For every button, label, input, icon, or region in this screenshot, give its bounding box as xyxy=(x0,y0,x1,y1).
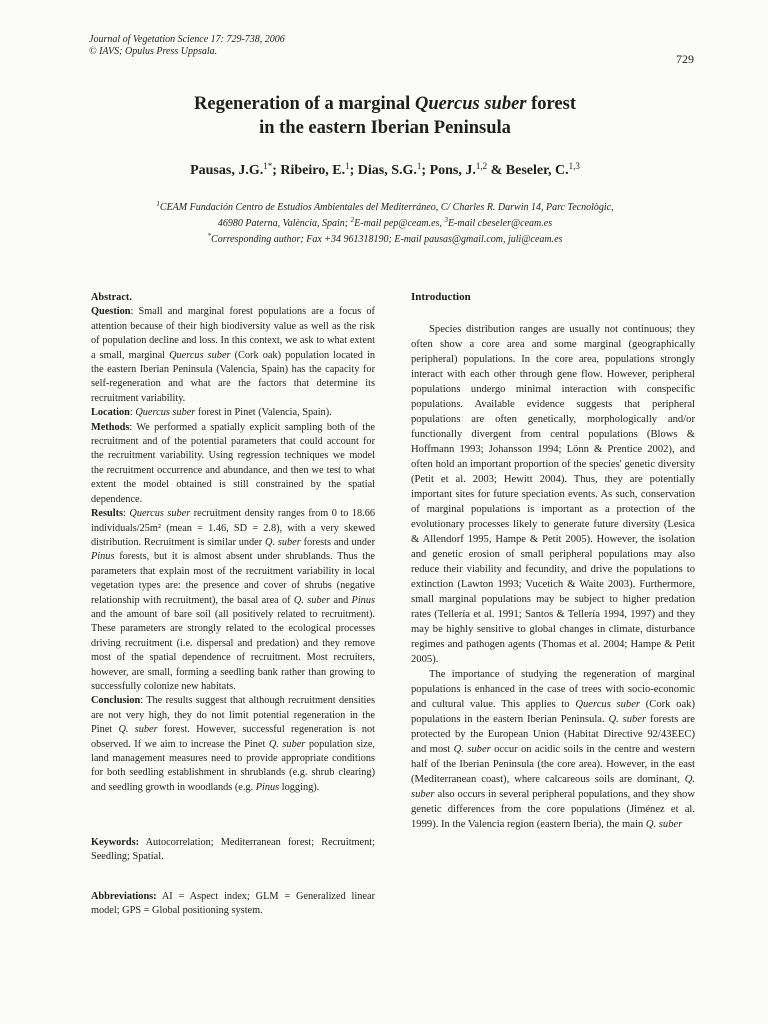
introduction-body xyxy=(411,322,695,832)
introduction-heading: Introduction xyxy=(411,291,471,303)
author-list: Pausas, J.G.$^{1*}$; Ribeiro, E.$^1$; Dias, S.G.$^1$; Pons, J.$^{1,2}$ & Beseler, C.$^{1,3}$ xyxy=(190,161,580,178)
copyright-line: © IAVS; Opulus Press Uppsala. xyxy=(89,46,218,57)
affiliations xyxy=(85,200,685,248)
author-affiliation-mark: 1* xyxy=(263,161,273,171)
author: Ribeiro, E. xyxy=(280,163,346,178)
keywords xyxy=(91,836,375,865)
author-affiliation-mark: 1,2 xyxy=(475,161,488,171)
abstract-results: Results: Quercus suber recruitment density ranges from 0 to 18.66 individuals/25m² (mean = 1.46, SD = 2.8), with a very skewed distribution. Recruitment is similar under Q. suber forests and under Pinus forests, but it is almost absent under shrublands. Thus the parameters that explain most of the recruitment variability in local vegetation types are: the presence and cover of shrubs (negative relationship with recruitment), the basal area of Q. suber and Pinus and the amount of bare soil (all positively related to recruitment). These parameters are strongly related to the ecological processes driving recruitment (i.e. dispersal and predation) and they remove most of the spatial dependence of recruitment. Most recruiters, however, are small, forming a seedling bank rather than growing to successfully colonize new habitats. xyxy=(91,508,376,692)
abstract-methods: Methods: We performed a spatially explicit sampling both of the recruitment and of the potential parameters that could account for the recruitment variability. Using regression techniques we model the recruitment occurrence and abundance, and then we test to what extent the model obtained is still constrained by the spatial dependence. xyxy=(91,421,375,505)
author: Beseler, C. xyxy=(505,163,569,178)
abstract-heading: Abstract. xyxy=(91,292,132,303)
abbreviations xyxy=(91,890,375,919)
affiliation-line-1: $^1$CEAM Fundación Centro de Estudios Ambientales del Mediterráneo, C/ Charles R. Darwin 14, Parc Tecnològic, xyxy=(156,200,614,213)
title-line-1: Regeneration of a marginal Quercus suber forest xyxy=(194,94,576,114)
email-link: E-mail cbeseler@ceam.es xyxy=(447,218,553,229)
abbreviations-text: AI = Aspect index; GLM = Generalized linear model; GPS = Global positioning system. xyxy=(91,891,375,917)
author-affiliation-mark: 1,3 xyxy=(568,161,580,171)
affiliation-line-2: 46980 Paterna, València, Spain; $^2$E-mail pep@ceam.es, $^3$E-mail cbeseler@ceam.es xyxy=(217,216,553,229)
author-affiliation-mark: 1 xyxy=(345,161,350,171)
journal-reference: Journal of Vegetation Science 17: 729-738, 2006 xyxy=(89,34,285,45)
abbreviations-label: Abbreviations: xyxy=(91,891,157,902)
author: Pausas, J.G. xyxy=(190,163,264,178)
abstract xyxy=(91,291,375,795)
abstract-location: Location: Quercus suber forest in Pinet (Valencia, Spain). xyxy=(91,407,332,419)
author: Dias, S.G. xyxy=(357,163,417,178)
email-link: E-mail pep@ceam.es, xyxy=(354,218,445,229)
article-title xyxy=(90,92,680,140)
keywords-label: Keywords: xyxy=(91,837,140,848)
abstract-conclusion: Conclusion: The results suggest that although recruitment densities are not very high, they do not limit potential regeneration in the Pinet Q. suber forest. However, successful regeneration is not observed. If we aim to increase the Pinet Q. suber population size, land management measures need to provide appropriate conditions for both seedling establishment in shrublands (e.g. shrub clearing) and seedling growth in woodlands (e.g. Pinus logging). xyxy=(91,695,376,793)
abstract-question: Question: Small and marginal forest populations are a focus of attention because of their high biodiversity value as well as the risk of population decline and loss. In this context, we ask to what extent a small, marginal Quercus suber (Cork oak) population located in the eastern Iberian Peninsula (Valencia, Spain) has the capacity for self-regeneration and what are the factors that determine its recruitment variability. xyxy=(91,306,375,404)
title-line-2: in the eastern Iberian Peninsula xyxy=(259,118,511,138)
intro-paragraph-2: The importance of studying the regeneration of marginal populations is enhanced in the case of trees with socio-economic and cultural value. This applies to Quercus suber (Cork oak) populations in the eastern Iberian Peninsula. Q. suber forests are protected by the European Union (Habitat Directive 92/43EEC) and most Q. suber occur on acidic soils in the centre and western half of the Iberian Peninsula (the core area). However, in the east (Mediterranean coast), where calcareous soils are dominant, Q. suber also occurs in several peripheral populations, and they show genetic differences from the core populations (Jiménez et al. 1999). In the Valencia region (eastern Iberia), the main Q. suber xyxy=(411,669,695,830)
intro-paragraph-1: Species distribution ranges are usually not continuous; they often show a core area and some marginal (geographically peripheral) populations. In the core area, populations strongly interact with each other through gene flow. However, peripheral populations undergo minimal interaction with conspecific populations. Available evidence suggests that peripheral populations are often genetically, morphologically and/or functionally divergent from central populations (Blows & Hoffmann 1993; Johansson 1994; Lönn & Prentice 2002), and often hold an important proportion of the species' genetic diversity (Petit et al. 2003; Hewitt 2004). Thus, they are potentially important sites for future speciation events. As such, conservation of marginal populations is important as a protection of the evolutionary processes likely to generate future diversity (Lesica & Allendorf 1995, Hampe & Petit 2005). However, the isolation and genetic erosion of small peripheral populations may also reduce their viability and fecundity, and drive the populations to extinction (Lawton 1993; Vucetich & Waite 2003). Furthermore, small marginal populations may be subject to higher predation rates (Tellería et al. 1991; Santos & Tellería 1994, 1997) and they may be highly sensitive to global changes in climate, disturbance regimes and pathogen agents (Thomas et al. 2004; Hampe & Petit 2005). xyxy=(411,324,695,665)
author-affiliation-mark: 1 xyxy=(416,161,422,171)
page-number: 729 xyxy=(676,52,694,66)
corresponding-author: *Corresponding author; Fax +34 961318190; E-mail pausas@gmail.com, juli@ceam.es xyxy=(207,232,563,245)
author: Pons, J. xyxy=(429,163,476,178)
journal-citation xyxy=(89,34,285,58)
title-species: Quercus suber xyxy=(414,94,527,114)
keywords-text: Autocorrelation; Mediterranean forest; Recruitment; Seedling; Spatial. xyxy=(91,837,375,863)
